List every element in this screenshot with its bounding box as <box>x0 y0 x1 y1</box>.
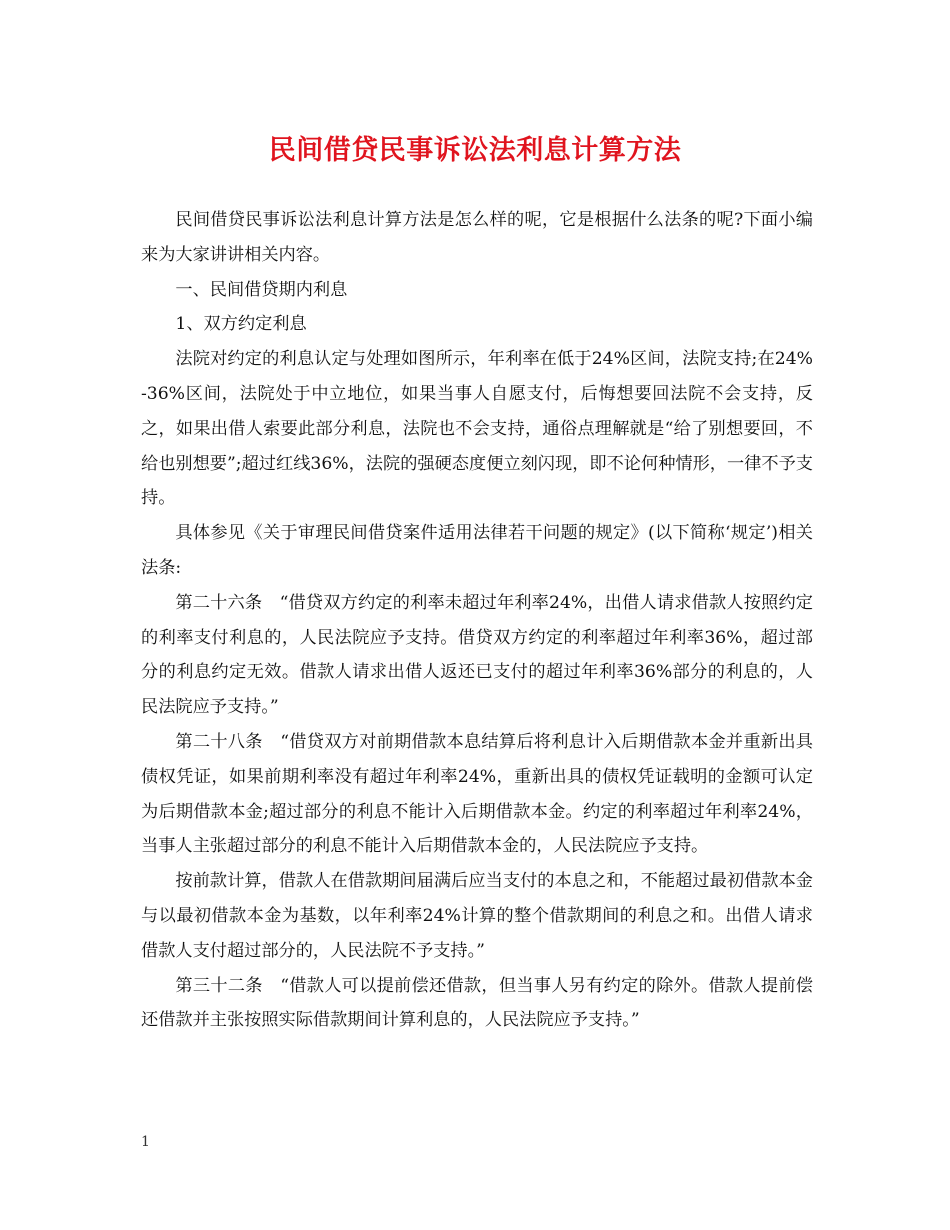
page-number: 1 <box>141 1134 150 1150</box>
document-body <box>141 203 813 1038</box>
paragraph-calculation: 按前款计算，借款人在借款期间届满后应当支付的本息之和，不能超过最初借款本金与以最初借款本金为基数，以年利率24%计算的整个借款期间的利息之和。出借人请求借款人支付超过部分的，人民法院不予支持。” <box>141 871 813 961</box>
paragraph-intro: 民间借贷民事诉讼法利息计算方法是怎么样的呢，它是根据什么法条的呢?下面小编来为大家讲讲相关内容。 <box>141 210 813 265</box>
subsection-heading-1: 1、双方约定利息 <box>175 314 307 335</box>
paragraph-article-28: 第二十八条 “借贷双方对前期借款本息结算后将利息计入后期借款本金并重新出具债权凭证，如果前期利率没有超过年利率24%，重新出具的债权凭证载明的金额可认定为后期借款本金;超过部分的利息不能计入后期借款本金。约定的利率超过年利率24%，当事人主张超过部分的利息不能计入后期借款本金的，人民法院应予支持。 <box>141 731 813 857</box>
document-title: 民间借贷民事诉讼法利息计算方法 <box>268 135 682 166</box>
paragraph-reference: 具体参见《关于审理民间借贷案件适用法律若干问题的规定》(以下简称‘规定’)相关法条: <box>141 523 813 578</box>
paragraph-article-26: 第二十六条 “借贷双方约定的利率未超过年利率24%，出借人请求借款人按照约定的利率支付利息的，人民法院应予支持。借贷双方约定的利率超过年利率36%，超过部分的利息约定无效。借款人请求出借人返还已支付的超过年利率36%部分的利息的，人民法院应予支持。” <box>141 592 813 718</box>
paragraph-court-interest: 法院对约定的利息认定与处理如图所示，年利率在低于24%区间，法院支持;在24%-36%区间，法院处于中立地位，如果当事人自愿支付，后悔想要回法院不会支持，反之，如果出借人索要此部分利息，法院也不会支持，通俗点理解就是“给了别想要回，不给也别想要”;超过红线36%，法院的强硬态度便立刻闪现，即不论何种情形，一律不予支持。 <box>141 349 813 509</box>
paragraph-article-32: 第三十二条 “借款人可以提前偿还借款，但当事人另有约定的除外。借款人提前偿还借款并主张按照实际借款期间计算利息的，人民法院应予支持。” <box>141 975 813 1031</box>
section-heading-1: 一、民间借贷期内利息 <box>175 279 348 300</box>
